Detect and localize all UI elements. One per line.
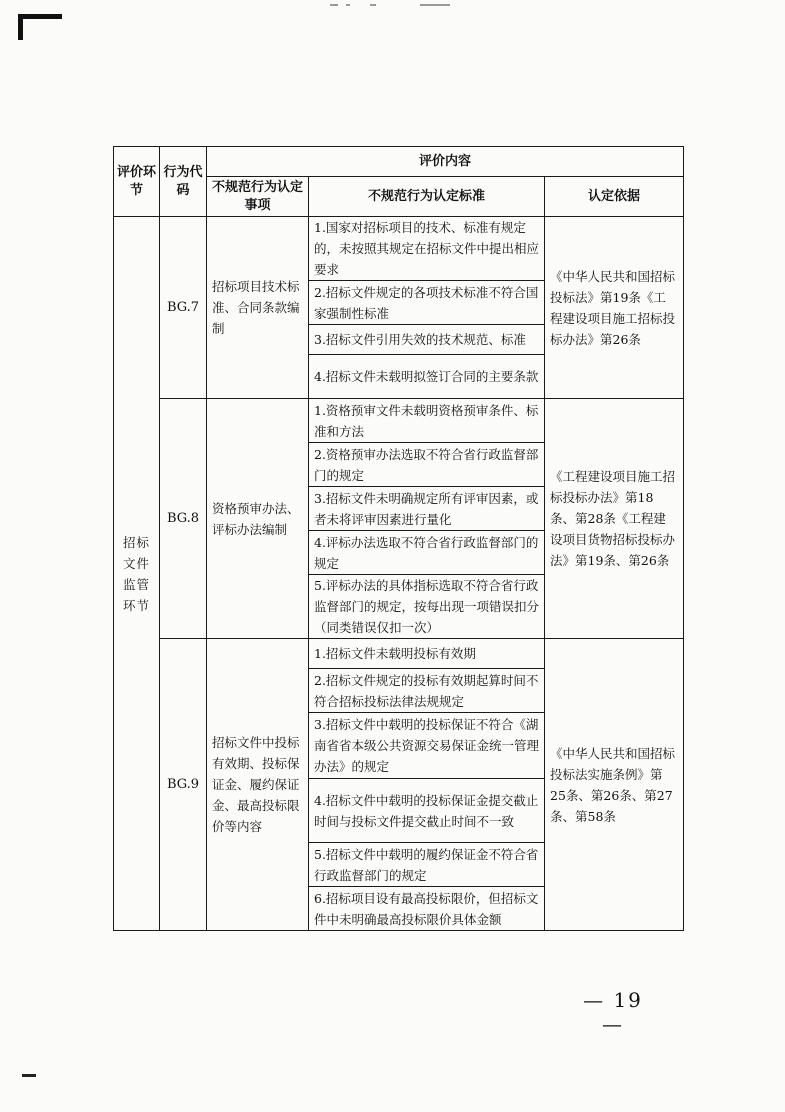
header-code: 行为代码: [160, 147, 207, 217]
standard-cell: 1.招标文件未载明投标有效期: [309, 639, 545, 669]
standard-cell: 4.招标文件未载明拟签订合同的主要条款: [309, 355, 545, 399]
basis-cell: 《工程建设项目施工招标投标办法》第18条、第28条《工程建设项目货物招标投标办法》第19条、第26条: [545, 399, 684, 639]
stage-cell: 招标文件监管环节: [114, 217, 160, 931]
code-cell: BG.8: [160, 399, 207, 639]
standard-cell: 3.招标文件引用失效的技术规范、标准: [309, 325, 545, 355]
standard-cell: 1.国家对招标项目的技术、标准有规定的，未按照其规定在招标文件中提出相应要求: [309, 217, 545, 281]
basis-cell: 《中华人民共和国招标投标法》第19条《工程建设项目施工招标投标办法》第26条: [545, 217, 684, 399]
standard-cell: 5.招标文件中载明的履约保证金不符合省行政监督部门的规定: [309, 843, 545, 887]
code-cell: BG.7: [160, 217, 207, 399]
header-stage: 评价环节: [114, 147, 160, 217]
code-cell: BG.9: [160, 639, 207, 931]
standard-cell: 6.招标项目设有最高投标限价，但招标文件中未明确最高投标限价具体金额: [309, 887, 545, 931]
matter-cell: 招标项目技术标准、合同条款编制: [207, 217, 309, 399]
scan-bottom-mark: [22, 1074, 36, 1077]
header-content: 评价内容: [207, 147, 684, 177]
basis-cell: 《中华人民共和国招标投标法实施条例》第25条、第26条、第27条、第58条: [545, 639, 684, 931]
standard-cell: 3.招标文件未明确规定所有评审因素，或者未将评审因素进行量化: [309, 487, 545, 531]
standard-cell: 1.资格预审文件未载明资格预审条件、标准和方法: [309, 399, 545, 443]
evaluation-table: [113, 146, 684, 931]
standard-cell: 3.招标文件中载明的投标保证不符合《湖南省省本级公共资源交易保证金统一管理办法》的规定: [309, 713, 545, 779]
standard-cell: 4.招标文件中载明的投标保证金提交截止时间与投标文件提交截止时间不一致: [309, 779, 545, 843]
header-basis: 认定依据: [545, 177, 684, 217]
standard-cell: 2.资格预审办法选取不符合省行政监督部门的规定: [309, 443, 545, 487]
page-number: — 19 —: [583, 988, 643, 1036]
standard-cell: 5.评标办法的具体指标选取不符合省行政监督部门的规定，按每出现一项错误扣分（同类错误仅扣一次）: [309, 575, 545, 639]
header-matter: 不规范行为认定事项: [207, 177, 309, 217]
matter-cell: 资格预审办法、评标办法编制: [207, 399, 309, 639]
matter-cell: 招标文件中投标有效期、投标保证金、履约保证金、最高投标限价等内容: [207, 639, 309, 931]
scan-corner-mark: [18, 14, 62, 42]
standard-cell: 2.招标文件规定的投标有效期起算时间不符合招标投标法律法规规定: [309, 669, 545, 713]
header-standard: 不规范行为认定标准: [309, 177, 545, 217]
standard-cell: 4.评标办法选取不符合省行政监督部门的规定: [309, 531, 545, 575]
scan-noise: [330, 2, 480, 10]
standard-cell: 2.招标文件规定的各项技术标准不符合国家强制性标准: [309, 281, 545, 325]
